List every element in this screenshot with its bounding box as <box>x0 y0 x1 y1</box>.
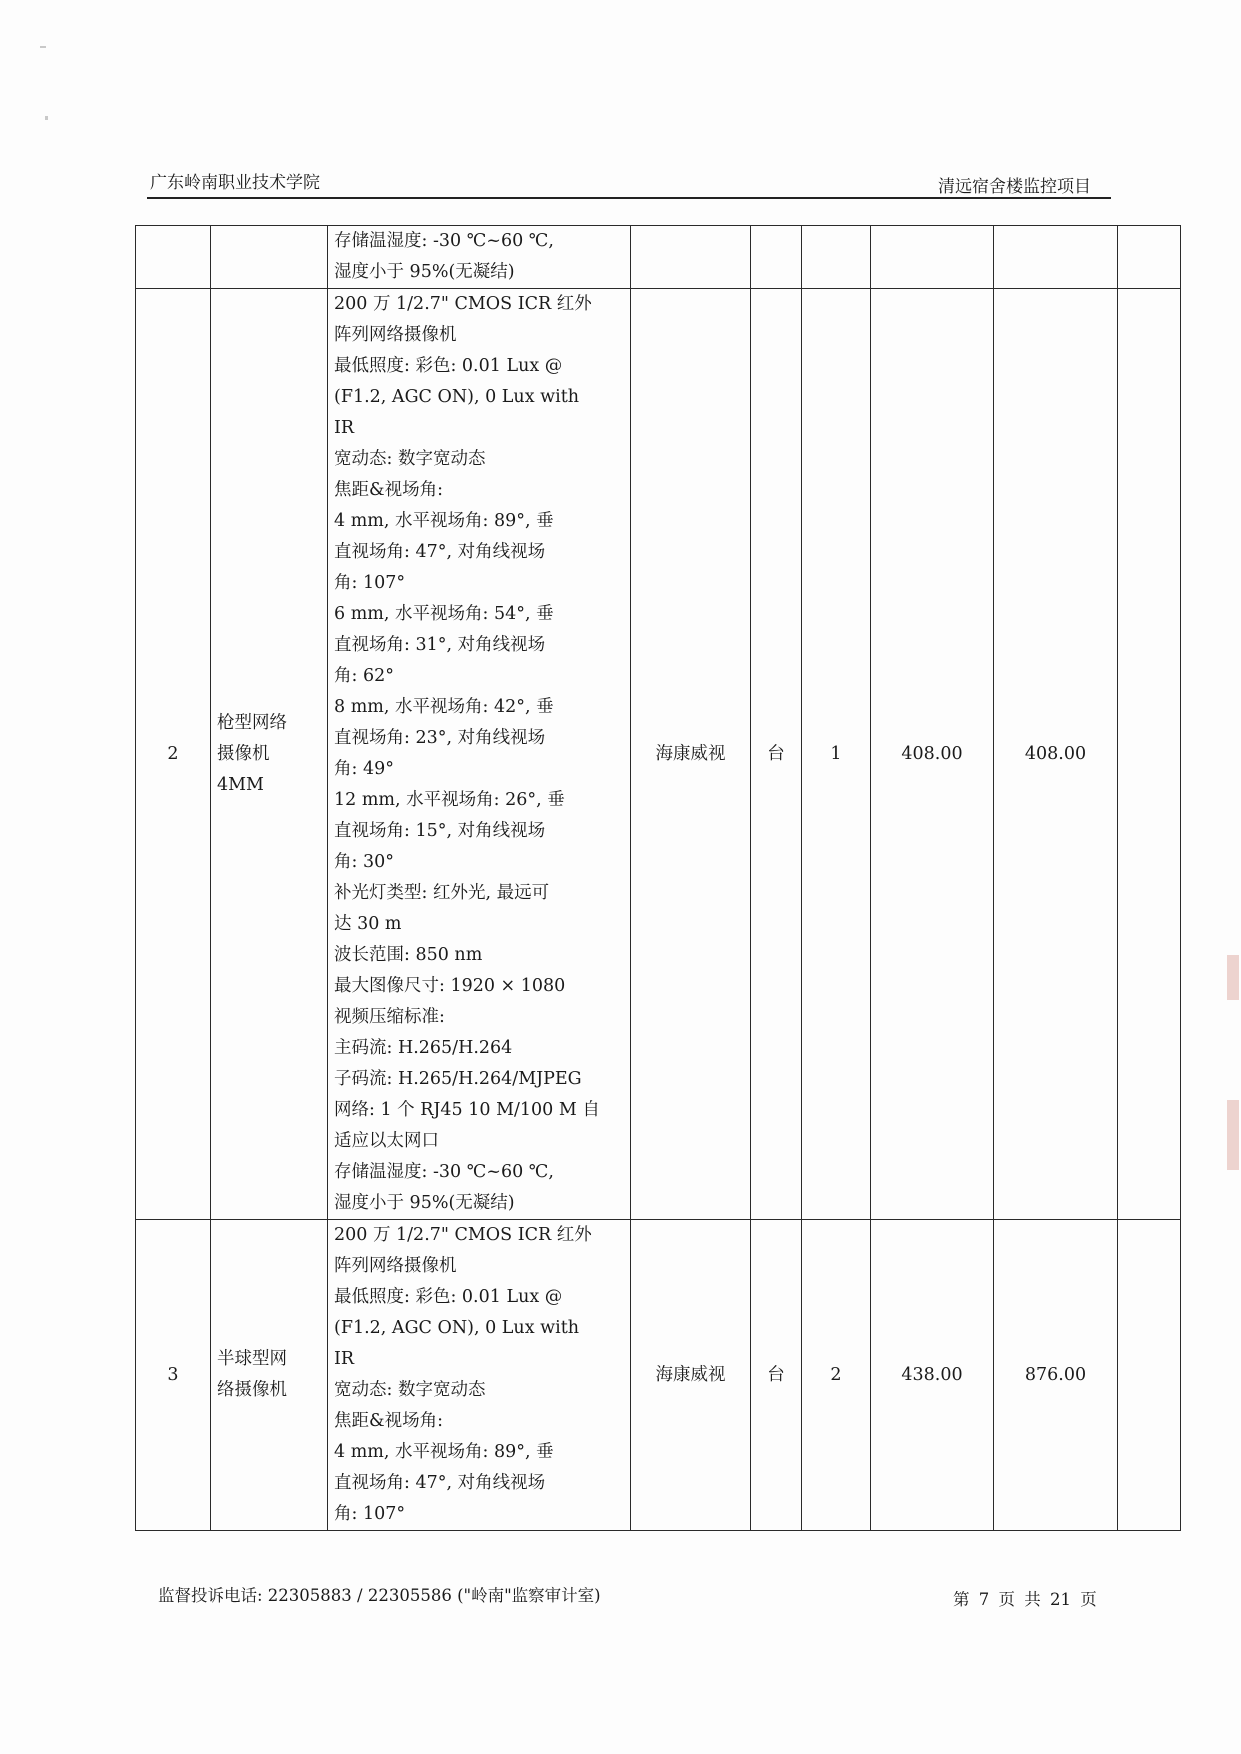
spec-line: 阵列网络摄像机 <box>334 325 457 345</box>
item-unit-price <box>871 226 994 289</box>
item-unit-price: 408.00 <box>871 289 994 1220</box>
spec-line: 直视场角: 47°, 对角线视场 <box>334 542 546 562</box>
spec-line: 子码流: H.265/H.264/MJPEG <box>334 1069 582 1089</box>
spec-line: 200 万 1/2.7" CMOS ICR 红外 <box>334 294 592 314</box>
spec-line: 最低照度: 彩色: 0.01 Lux @ <box>334 1287 563 1307</box>
spec-line: 200 万 1/2.7" CMOS ICR 红外 <box>334 1225 592 1245</box>
item-unit-price: 438.00 <box>871 1220 994 1531</box>
spec-line: 角: 62° <box>334 666 394 686</box>
header-institution: 广东岭南职业技术学院 <box>150 173 320 193</box>
item-total-price: 876.00 <box>994 1220 1118 1531</box>
item-brand: 海康威视 <box>631 289 751 1220</box>
spec-line: 最低照度: 彩色: 0.01 Lux @ <box>334 356 563 376</box>
name-line: 摄像机 <box>217 743 270 764</box>
item-brand <box>631 226 751 289</box>
spec-line: (F1.2, AGC ON), 0 Lux with <box>334 1318 580 1338</box>
spec-line: 焦距&视场角: <box>334 1411 443 1431</box>
equipment-table <box>135 225 1181 1531</box>
item-name <box>211 1220 328 1531</box>
spec-line: 直视场角: 23°, 对角线视场 <box>334 728 546 748</box>
item-unit: 台 <box>751 289 802 1220</box>
blank-cell <box>1118 289 1181 1220</box>
scan-mark <box>45 116 48 120</box>
spec-line: 焦距&视场角: <box>334 480 443 500</box>
spec-line: 宽动态: 数字宽动态 <box>334 1380 486 1400</box>
spec-line: 直视场角: 31°, 对角线视场 <box>334 635 546 655</box>
header-rule <box>147 197 1111 199</box>
seal-edge <box>1227 1100 1239 1170</box>
name-line: 枪型网络 <box>217 712 287 733</box>
table-row <box>136 1220 1181 1531</box>
name-line: 络摄像机 <box>217 1380 287 1400</box>
spec-line: 4 mm, 水平视场角: 89°, 垂 <box>334 511 554 531</box>
item-number: 2 <box>136 289 211 1220</box>
item-quantity: 1 <box>802 289 871 1220</box>
item-unit: 台 <box>751 1220 802 1531</box>
seal-edge <box>1227 955 1239 1000</box>
spec-line: 角: 107° <box>334 573 406 593</box>
name-line: 4MM <box>217 774 264 795</box>
item-spec <box>328 289 631 1220</box>
spec-line: 角: 30° <box>334 852 394 872</box>
item-total-price <box>994 226 1118 289</box>
item-name <box>211 226 328 289</box>
spec-line: 阵列网络摄像机 <box>334 1256 457 1276</box>
item-name <box>211 289 328 1220</box>
item-spec <box>328 1220 631 1531</box>
spec-line: 湿度小于 95%(无凝结) <box>334 1193 515 1213</box>
spec-line: 角: 49° <box>334 759 394 779</box>
spec-line: 网络: 1 个 RJ45 10 M/100 M 自 <box>334 1100 600 1120</box>
spec-line: IR <box>334 418 355 438</box>
spec-line: 直视场角: 15°, 对角线视场 <box>334 821 546 841</box>
spec-line: 宽动态: 数字宽动态 <box>334 449 486 469</box>
spec-line: 存储温湿度: -30 ℃~60 ℃, <box>334 231 554 251</box>
spec-line: 达 30 m <box>334 914 402 934</box>
spec-line: (F1.2, AGC ON), 0 Lux with <box>334 387 580 407</box>
spec-line: 湿度小于 95%(无凝结) <box>334 262 515 282</box>
spec-line: 直视场角: 47°, 对角线视场 <box>334 1473 546 1493</box>
item-quantity <box>802 226 871 289</box>
item-brand: 海康威视 <box>631 1220 751 1531</box>
spec-line: 最大图像尺寸: 1920 × 1080 <box>334 976 566 996</box>
table-row <box>136 226 1181 289</box>
spec-line: 6 mm, 水平视场角: 54°, 垂 <box>334 604 554 624</box>
name-line: 半球型网 <box>217 1349 287 1369</box>
item-number: 3 <box>136 1220 211 1531</box>
spec-line: 补光灯类型: 红外光, 最远可 <box>334 883 550 903</box>
spec-line: 12 mm, 水平视场角: 26°, 垂 <box>334 790 565 810</box>
blank-cell <box>1118 226 1181 289</box>
spec-line: 适应以太网口 <box>334 1131 439 1151</box>
spec-line: 存储温湿度: -30 ℃~60 ℃, <box>334 1162 554 1182</box>
spec-line: 波长范围: 850 nm <box>334 945 483 965</box>
blank-cell <box>1118 1220 1181 1531</box>
table-row <box>136 289 1181 1220</box>
spec-line: 主码流: H.265/H.264 <box>334 1038 513 1058</box>
spec-line: 角: 107° <box>334 1504 406 1524</box>
item-total-price: 408.00 <box>994 289 1118 1220</box>
item-number <box>136 226 211 289</box>
footer-complaint-phone: 监督投诉电话: 22305883 / 22305586 ("岭南"监察审计室) <box>158 1586 601 1605</box>
footer-page-number: 第 7 页 共 21 页 <box>953 1590 1097 1609</box>
spec-line: IR <box>334 1349 355 1369</box>
spec-line: 8 mm, 水平视场角: 42°, 垂 <box>334 697 554 717</box>
item-unit <box>751 226 802 289</box>
item-spec <box>328 226 631 289</box>
spec-line: 视频压缩标准: <box>334 1007 445 1027</box>
scan-mark <box>40 46 46 48</box>
spec-line: 4 mm, 水平视场角: 89°, 垂 <box>334 1442 554 1462</box>
header-project: 清远宿舍楼监控项目 <box>938 177 1091 197</box>
item-quantity: 2 <box>802 1220 871 1531</box>
equipment-table-body <box>136 226 1181 1531</box>
